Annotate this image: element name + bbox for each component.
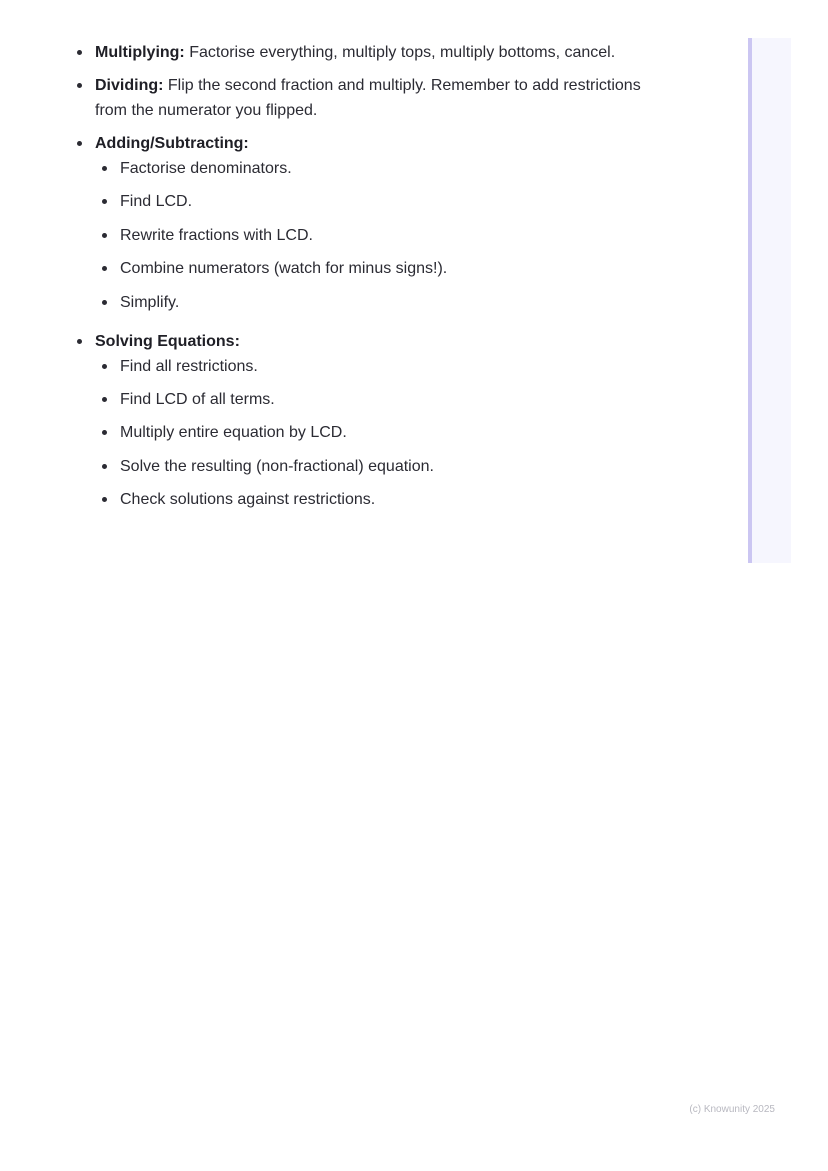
list-item-dividing: [95, 73, 655, 123]
list-item-multiplying: [95, 40, 655, 65]
sub-list-item: Multiply entire equation by LCD.: [95, 420, 655, 445]
side-callout-panel: [748, 38, 791, 563]
sub-list-item: Find all restrictions.: [95, 354, 655, 379]
sub-list-item: Factorise denominators.: [95, 156, 655, 181]
sub-list-item: Simplify.: [95, 290, 655, 315]
sub-list: [95, 156, 655, 315]
sub-list-item: Find LCD of all terms.: [95, 387, 655, 412]
sub-list-item: Rewrite fractions with LCD.: [95, 223, 655, 248]
sub-list: [95, 354, 655, 513]
list-item-solving-equations: [95, 329, 655, 513]
sub-list-item: Combine numerators (watch for minus signs!).: [95, 256, 655, 281]
item-heading: Dividing:: [95, 77, 164, 94]
sub-list-item: Solve the resulting (non-fractional) equation.: [95, 454, 655, 479]
item-heading: Multiplying:: [95, 44, 185, 61]
summary-list: [95, 40, 655, 521]
item-heading: Solving Equations:: [95, 332, 240, 350]
item-heading: Adding/Subtracting:: [95, 135, 249, 152]
sub-list-item: Check solutions against restrictions.: [95, 487, 655, 512]
list-item-adding-subtracting: [95, 131, 655, 315]
copyright-footer: (c) Knowunity 2025: [689, 1104, 775, 1115]
item-text: Factorise everything, multiply tops, multiply bottoms, cancel.: [184, 44, 616, 61]
sub-list-item: Find LCD.: [95, 189, 655, 214]
item-text: Flip the second fraction and multiply. Remember to add restrictions from the numerator you flipped.: [95, 77, 641, 119]
